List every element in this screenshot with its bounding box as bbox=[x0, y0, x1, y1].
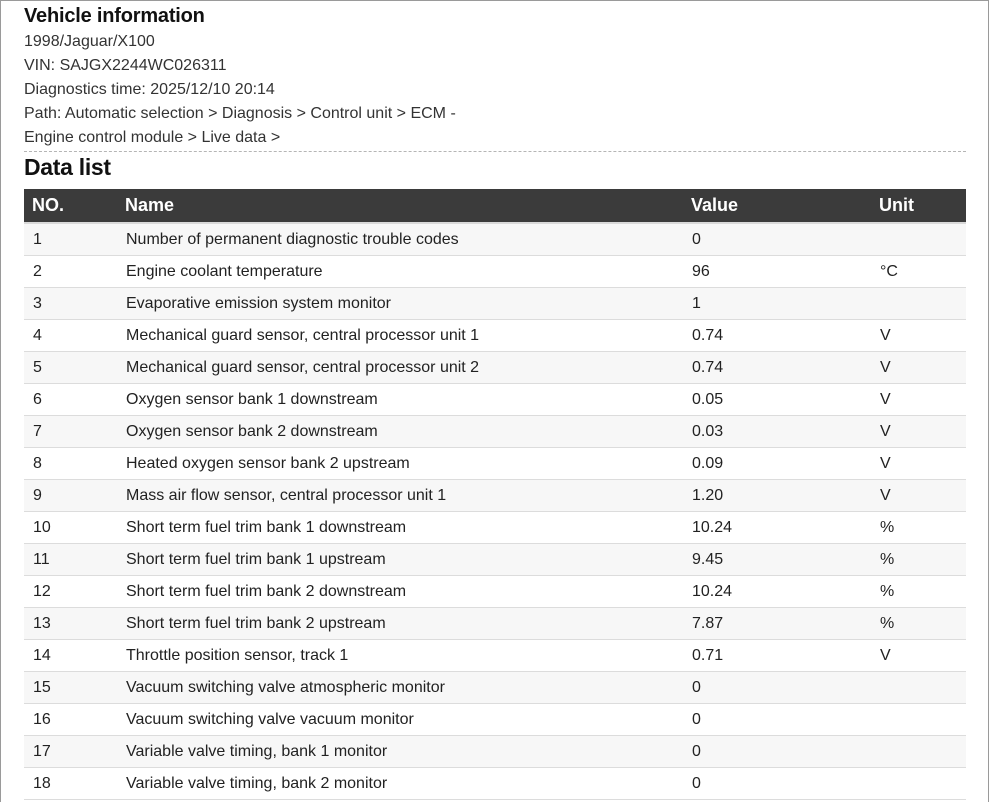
cell-no: 8 bbox=[24, 448, 117, 480]
cell-value: 96 bbox=[683, 256, 871, 288]
cell-value: 10.24 bbox=[683, 576, 871, 608]
cell-value: 0.74 bbox=[683, 320, 871, 352]
cell-name: Short term fuel trim bank 1 downstream bbox=[117, 512, 683, 544]
cell-unit: V bbox=[871, 416, 966, 448]
vehicle-vin: VIN: SAJGX2244WC026311 bbox=[24, 57, 227, 74]
table-row bbox=[24, 416, 966, 448]
cell-value: 9.45 bbox=[683, 544, 871, 576]
cell-unit bbox=[871, 288, 966, 320]
cell-name: Short term fuel trim bank 2 upstream bbox=[117, 608, 683, 640]
cell-no: 3 bbox=[24, 288, 117, 320]
table-row bbox=[24, 672, 966, 704]
cell-name: Mass air flow sensor, central processor unit 1 bbox=[117, 480, 683, 512]
cell-name: Engine coolant temperature bbox=[117, 256, 683, 288]
table-row bbox=[24, 288, 966, 320]
cell-value: 0 bbox=[683, 704, 871, 736]
cell-unit: V bbox=[871, 384, 966, 416]
cell-value: 0 bbox=[683, 672, 871, 704]
cell-no: 12 bbox=[24, 576, 117, 608]
cell-name: Variable valve timing, bank 1 monitor bbox=[117, 736, 683, 768]
table-row bbox=[24, 768, 966, 800]
cell-name: Oxygen sensor bank 2 downstream bbox=[117, 416, 683, 448]
cell-unit: % bbox=[871, 608, 966, 640]
cell-value: 0 bbox=[683, 223, 871, 256]
section-divider bbox=[24, 151, 966, 152]
column-header-unit: Unit bbox=[871, 189, 966, 223]
column-header-no: NO. bbox=[24, 189, 117, 223]
cell-name: Mechanical guard sensor, central processor unit 2 bbox=[117, 352, 683, 384]
table-row bbox=[24, 448, 966, 480]
cell-no: 15 bbox=[24, 672, 117, 704]
cell-name: Vacuum switching valve vacuum monitor bbox=[117, 704, 683, 736]
diagnostic-path-line-2: Engine control module > Live data > bbox=[24, 129, 281, 146]
cell-no: 14 bbox=[24, 640, 117, 672]
data-list-table bbox=[24, 189, 966, 800]
cell-value: 10.24 bbox=[683, 512, 871, 544]
table-body bbox=[24, 223, 966, 800]
data-list-title: Data list bbox=[24, 154, 111, 180]
cell-no: 17 bbox=[24, 736, 117, 768]
cell-value: 1.20 bbox=[683, 480, 871, 512]
cell-no: 4 bbox=[24, 320, 117, 352]
cell-name: Short term fuel trim bank 1 upstream bbox=[117, 544, 683, 576]
table-row bbox=[24, 608, 966, 640]
cell-name: Short term fuel trim bank 2 downstream bbox=[117, 576, 683, 608]
cell-no: 6 bbox=[24, 384, 117, 416]
cell-unit: °C bbox=[871, 256, 966, 288]
cell-value: 0.03 bbox=[683, 416, 871, 448]
cell-name: Throttle position sensor, track 1 bbox=[117, 640, 683, 672]
cell-unit: % bbox=[871, 512, 966, 544]
cell-value: 1 bbox=[683, 288, 871, 320]
table-row bbox=[24, 352, 966, 384]
cell-value: 0 bbox=[683, 736, 871, 768]
cell-name: Variable valve timing, bank 2 monitor bbox=[117, 768, 683, 800]
diagnostic-path-line-1: Path: Automatic selection > Diagnosis > Control unit > ECM - bbox=[24, 105, 456, 122]
column-header-name: Name bbox=[117, 189, 683, 223]
table-header-row bbox=[24, 189, 966, 223]
cell-value: 0.05 bbox=[683, 384, 871, 416]
table-row bbox=[24, 320, 966, 352]
cell-no: 5 bbox=[24, 352, 117, 384]
cell-unit: V bbox=[871, 448, 966, 480]
cell-unit: V bbox=[871, 320, 966, 352]
table-row bbox=[24, 544, 966, 576]
cell-unit: % bbox=[871, 544, 966, 576]
table-row bbox=[24, 512, 966, 544]
cell-unit bbox=[871, 672, 966, 704]
cell-no: 11 bbox=[24, 544, 117, 576]
cell-value: 0 bbox=[683, 768, 871, 800]
table-row bbox=[24, 640, 966, 672]
cell-value: 7.87 bbox=[683, 608, 871, 640]
column-header-value: Value bbox=[683, 189, 871, 223]
table-row bbox=[24, 223, 966, 256]
cell-unit: V bbox=[871, 352, 966, 384]
cell-unit bbox=[871, 736, 966, 768]
table-row bbox=[24, 256, 966, 288]
cell-value: 0.74 bbox=[683, 352, 871, 384]
table-row bbox=[24, 736, 966, 768]
cell-name: Mechanical guard sensor, central processor unit 1 bbox=[117, 320, 683, 352]
table-row bbox=[24, 576, 966, 608]
cell-no: 7 bbox=[24, 416, 117, 448]
diagnostics-time: Diagnostics time: 2025/12/10 20:14 bbox=[24, 81, 275, 98]
cell-no: 1 bbox=[24, 223, 117, 256]
cell-unit: V bbox=[871, 480, 966, 512]
cell-value: 0.09 bbox=[683, 448, 871, 480]
cell-no: 18 bbox=[24, 768, 117, 800]
cell-name: Heated oxygen sensor bank 2 upstream bbox=[117, 448, 683, 480]
cell-name: Evaporative emission system monitor bbox=[117, 288, 683, 320]
table-row bbox=[24, 480, 966, 512]
cell-no: 2 bbox=[24, 256, 117, 288]
vehicle-info-heading: Vehicle information bbox=[24, 5, 205, 27]
cell-value: 0.71 bbox=[683, 640, 871, 672]
cell-name: Number of permanent diagnostic trouble codes bbox=[117, 223, 683, 256]
cell-no: 9 bbox=[24, 480, 117, 512]
cell-no: 10 bbox=[24, 512, 117, 544]
cell-name: Oxygen sensor bank 1 downstream bbox=[117, 384, 683, 416]
cell-unit: % bbox=[871, 576, 966, 608]
cell-no: 13 bbox=[24, 608, 117, 640]
cell-unit: V bbox=[871, 640, 966, 672]
table-row bbox=[24, 704, 966, 736]
vehicle-info-section bbox=[24, 4, 964, 150]
cell-unit bbox=[871, 768, 966, 800]
cell-no: 16 bbox=[24, 704, 117, 736]
table-row bbox=[24, 384, 966, 416]
cell-name: Vacuum switching valve atmospheric monitor bbox=[117, 672, 683, 704]
cell-unit bbox=[871, 223, 966, 256]
vehicle-model: 1998/Jaguar/X100 bbox=[24, 33, 155, 50]
cell-unit bbox=[871, 704, 966, 736]
